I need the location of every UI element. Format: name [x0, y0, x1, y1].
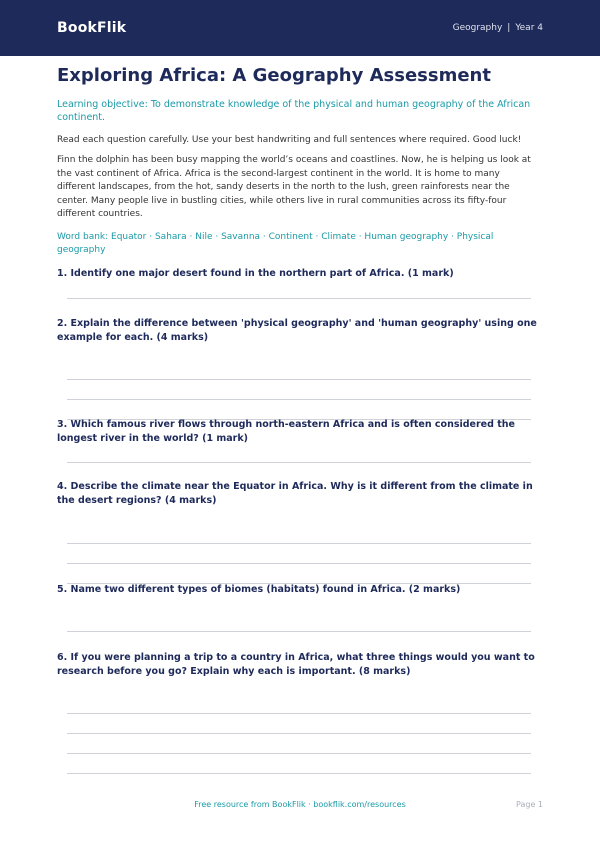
- subject-label: Geography: [452, 23, 503, 33]
- intro-section: [57, 64, 537, 257]
- question-1: 1. Identify one major desert found in the northern part of Africa. (1 mark): [57, 268, 454, 279]
- footer-credit: Free resource from BookFlik · bookflik.com/resources: [194, 800, 406, 809]
- question-2: 2. Explain the difference between 'physical geography' and 'human geography' using one example for each. (4 marks): [57, 318, 537, 343]
- page-header: [0, 0, 600, 56]
- answer-line[interactable]: [67, 753, 531, 754]
- question-6: 6. If you were planning a trip to a country in Africa, what three things would you want to research before you go? Explain why each is important. (8 marks): [57, 652, 535, 677]
- learning-objective: Learning objective: To demonstrate knowledge of the physical and human geography of the African continent.: [57, 99, 531, 123]
- instructions-text: Read each question carefully. Use your best handwriting and full sentences where required. Good luck!: [57, 135, 522, 145]
- answer-line[interactable]: [67, 733, 531, 734]
- answer-line[interactable]: [67, 462, 531, 463]
- word-bank: Word bank: Equator · Sahara · Nile · Savanna · Continent · Climate · Human geography · Physical geography: [57, 231, 494, 255]
- subject-year-label: Geography | Year 4: [452, 23, 543, 33]
- answer-line[interactable]: [67, 631, 531, 632]
- answer-line[interactable]: [67, 543, 531, 544]
- page-title: Exploring Africa: A Geography Assessment: [57, 65, 491, 86]
- answer-line[interactable]: [67, 713, 531, 714]
- brand-logo: BookFlik: [57, 20, 127, 36]
- answer-line[interactable]: [67, 563, 531, 564]
- question-4: 4. Describe the climate near the Equator in Africa. Why is it different from the climate in the desert regions? (4 marks): [57, 481, 533, 506]
- answer-line[interactable]: [67, 399, 531, 400]
- question-5: 5. Name two different types of biomes (habitats) found in Africa. (2 marks): [57, 584, 461, 595]
- answer-line[interactable]: [67, 298, 531, 299]
- question-3: 3. Which famous river flows through north-eastern Africa and is often considered the longest river in the world? (1 mark): [57, 419, 515, 444]
- answer-line[interactable]: [67, 773, 531, 774]
- year-label: Year 4: [515, 23, 543, 33]
- intro-paragraph: Finn the dolphin has been busy mapping the world’s oceans and coastlines. Now, he is helping us look at the vast continent of Africa. Africa is the second-largest continent in the world. It is home to many different landscapes, from the hot, sandy deserts in the north to the lush, green rainforests near the center. Many people live in bustling cities, while others live in rural communities across its fifty-four different countries.: [57, 155, 531, 219]
- answer-line[interactable]: [67, 379, 531, 380]
- page-number: Page 1: [516, 800, 543, 809]
